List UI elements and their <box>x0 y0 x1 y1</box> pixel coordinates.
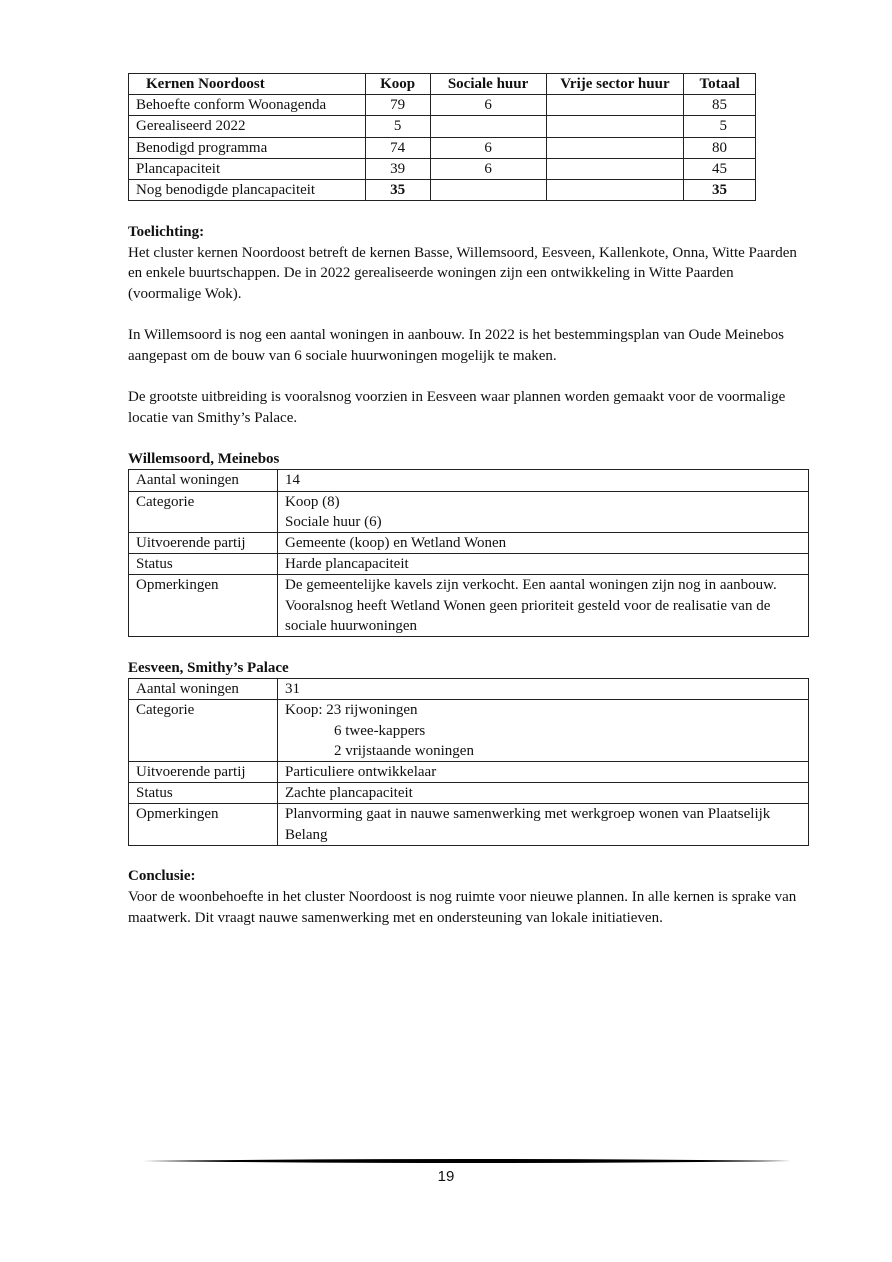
field-value: Gemeente (koop) en Wetland Wonen <box>278 532 809 553</box>
table-row <box>129 679 809 700</box>
table-row <box>129 700 809 762</box>
toelichting-paragraph: In Willemsoord is nog een aantal woningen in aanbouw. In 2022 is het bestemmingsplan van Oude Meinebos aangepast om de bouw van 6 sociale huurwoningen mogelijk te maken. <box>128 327 784 364</box>
field-value: Harde plancapaciteit <box>278 554 809 575</box>
header-vrije-sector: Vrije sector huur <box>546 74 684 95</box>
project-table-smithys-palace <box>128 678 809 846</box>
row-label: Gerealiseerd 2022 <box>129 116 366 137</box>
field-value <box>278 491 809 532</box>
cell-sociaal: 6 <box>430 137 546 158</box>
row-label: Behoefte conform Woonagenda <box>129 95 366 116</box>
project-title: Willemsoord, Meinebos <box>128 450 280 467</box>
field-label: Categorie <box>129 491 278 532</box>
cell-sociaal: 6 <box>430 158 546 179</box>
field-value: De gemeentelijke kavels zijn verkocht. Een aantal woningen zijn nog in aanbouw. Vooralsnog heeft Wetland Wonen geen prioriteit gesteld voor de realisatie van de sociale huurwoningen <box>278 575 809 637</box>
row-label: Plancapaciteit <box>129 158 366 179</box>
header-sociale-huur: Sociale huur <box>430 74 546 95</box>
conclusie-paragraph: Voor de woonbehoefte in het cluster Noordoost is nog ruimte voor nieuwe plannen. In alle kernen is sprake van maatwerk. Dit vraagt nauwe samenwerking met en ondersteuning van lokale initiatieven. <box>128 888 797 926</box>
document-page <box>128 73 808 928</box>
table-row <box>129 116 756 137</box>
table-row <box>129 470 809 491</box>
cell-vrij <box>546 116 684 137</box>
category-line: 6 twee-kappers <box>334 722 426 739</box>
cell-vrij <box>546 158 684 179</box>
table-row <box>129 761 809 782</box>
field-label: Uitvoerende partij <box>129 761 278 782</box>
field-label: Categorie <box>129 700 278 762</box>
project-table-meinebos <box>128 469 809 637</box>
field-label: Uitvoerende partij <box>129 532 278 553</box>
toelichting-paragraph: Het cluster kernen Noordoost betreft de kernen Basse, Willemsoord, Eesveen, Kallenkote, Onna, Witte Paarden en enkele buurtschappen. De in 2022 gerealiseerde woningen zijn een ontwikkeling in Witte Paarden (voormalige Wok). <box>128 244 797 302</box>
summary-table <box>128 73 756 201</box>
cell-totaal: 5 <box>684 116 756 137</box>
table-row <box>129 180 756 201</box>
cell-totaal: 85 <box>684 95 756 116</box>
table-row <box>129 804 809 845</box>
category-line: Koop (8) <box>285 493 340 510</box>
toelichting-heading: Toelichting: <box>128 224 205 241</box>
header-kernen: Kernen Noordoost <box>129 74 366 95</box>
field-label: Aantal woningen <box>129 470 278 491</box>
toelichting-paragraph: De grootste uitbreiding is vooralsnog voorzien in Eesveen waar plannen worden gemaakt voor de voormalige locatie van Smithy’s Palace. <box>128 388 786 426</box>
cell-sociaal <box>430 180 546 201</box>
table-header-row <box>129 74 756 95</box>
row-label: Benodigd programma <box>129 137 366 158</box>
cell-sociaal: 6 <box>430 95 546 116</box>
cell-totaal: 45 <box>684 158 756 179</box>
cell-koop: 74 <box>365 137 430 158</box>
cell-sociaal <box>430 116 546 137</box>
header-koop: Koop <box>365 74 430 95</box>
cell-koop: 5 <box>365 116 430 137</box>
footer-divider <box>143 1158 791 1164</box>
field-label: Status <box>129 783 278 804</box>
field-value: Particuliere ontwikkelaar <box>278 761 809 782</box>
conclusie-heading: Conclusie: <box>128 868 196 885</box>
field-value: Planvorming gaat in nauwe samenwerking met werkgroep wonen van Plaatselijk Belang <box>278 804 809 845</box>
field-value: 31 <box>278 679 809 700</box>
cell-totaal: 35 <box>684 180 756 201</box>
cell-koop: 39 <box>365 158 430 179</box>
table-row <box>129 158 756 179</box>
table-row <box>129 554 809 575</box>
row-label: Nog benodigde plancapaciteit <box>129 180 366 201</box>
category-line: 2 vrijstaande woningen <box>334 742 474 759</box>
field-value: Zachte plancapaciteit <box>278 783 809 804</box>
category-line: Sociale huur (6) <box>285 513 382 530</box>
field-value: 14 <box>278 470 809 491</box>
project-title: Eesveen, Smithy’s Palace <box>128 659 289 676</box>
table-row <box>129 783 809 804</box>
cell-koop: 79 <box>365 95 430 116</box>
field-label: Status <box>129 554 278 575</box>
cell-vrij <box>546 95 684 116</box>
table-row <box>129 491 809 532</box>
table-row <box>129 532 809 553</box>
table-row <box>129 575 809 637</box>
field-label: Aantal woningen <box>129 679 278 700</box>
header-totaal: Totaal <box>684 74 756 95</box>
table-row <box>129 137 756 158</box>
page-number: 19 <box>437 1168 455 1185</box>
cell-koop: 35 <box>365 180 430 201</box>
category-line: Koop: 23 rijwoningen <box>285 702 418 719</box>
cell-vrij <box>546 137 684 158</box>
field-label: Opmerkingen <box>129 575 278 637</box>
cell-totaal: 80 <box>684 137 756 158</box>
cell-vrij <box>546 180 684 201</box>
field-label: Opmerkingen <box>129 804 278 845</box>
table-row <box>129 95 756 116</box>
field-value <box>278 700 809 762</box>
